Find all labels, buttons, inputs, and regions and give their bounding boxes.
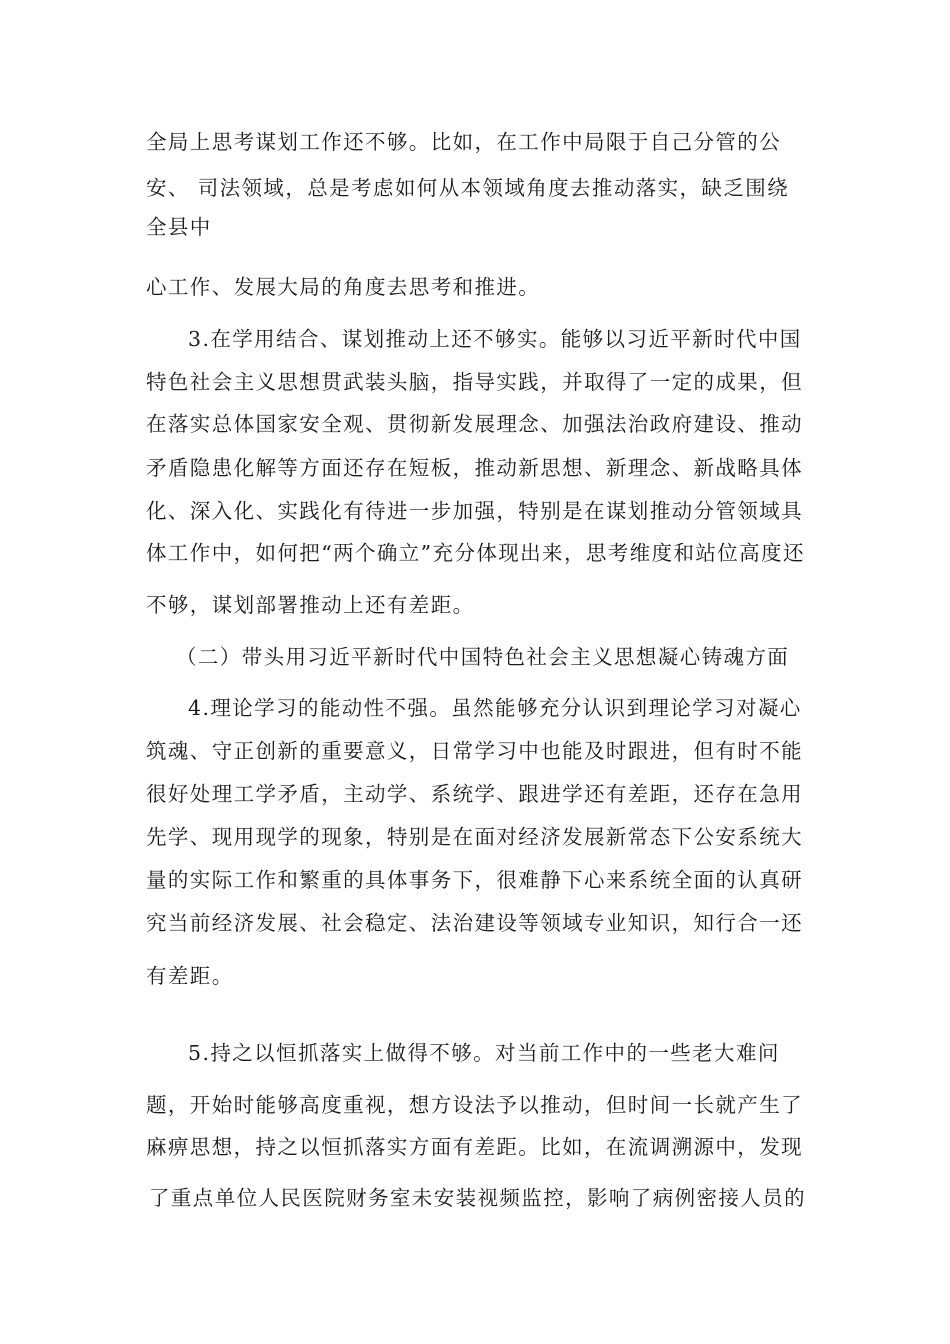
text-line: 有差距。 [146,964,234,988]
text-line: 不够，谋划部署推动上还有差距。 [146,593,475,617]
paragraph-heading-3: 3.在学用结合、谋划推动上还不够实。能够以习近平新时代中国 [188,327,802,351]
text-line: 在落实总体国家安全观、贯彻新发展理念、加强法治政府建设、推动 [146,412,803,436]
paragraph-heading-4: 4.理论学习的能动性不强。虽然能够充分认识到理论学习对凝心 [188,696,802,720]
text-line: 心工作、发展大局的角度去思考和推进。 [146,275,541,299]
section-heading-2: （二）带头用习近平新时代中国特色社会主义思想凝心铸魂方面 [176,645,790,669]
text-line: 量的实际工作和繁重的具体事务下，很难静下心来系统全面的认真研 [146,868,803,892]
text-line: 题，开始时能够高度重视，想方设法予以推动，但时间一长就产生了 [146,1093,803,1117]
paragraph-heading-5: 5.持之以恒抓落实上做得不够。对当前工作中的一些老大难问 [188,1041,780,1065]
text-line: 特色社会主义思想贯武装头脑，指导实践，并取得了一定的成果，但 [146,370,803,394]
text-line: 麻痹思想，持之以恒抓落实方面有差距。比如，在流调溯源中，发现 [146,1135,803,1159]
text-line: 筑魂、守正创新的重要意义，日常学习中也能及时跟进，但有时不能 [146,739,803,763]
text-line: 矛盾隐患化解等方面还存在短板，推动新思想、新理念、新战略具体 [146,456,803,480]
text-line: 先学、现用现学的现象，特别是在面对经济发展新常态下公安系统大 [146,825,803,849]
text-line: 全局上思考谋划工作还不够。比如，在工作中局限于自己分管的公 [146,130,782,154]
text-line: 究当前经济发展、社会稳定、法治建设等领域专业知识，知行合一还 [146,911,803,935]
text-line: 全县中 [146,215,212,239]
text-line: 很好处理工学矛盾，主动学、系统学、跟进学还有差距，还存在急用 [146,782,803,806]
text-line: 安、 司法领域，总是考虑如何从本领域角度去推动落实，缺乏围绕 [146,176,790,200]
text-line: 体工作中，如何把“两个确立”充分体现出来，思考维度和站位高度还 [146,541,805,565]
text-line: 化、深入化、实践化有待进一步加强，特别是在谋划推动分管领域具 [146,499,803,523]
text-line: 了重点单位人民医院财务室未安装视频监控，影响了病例密接人员的 [149,1186,806,1210]
